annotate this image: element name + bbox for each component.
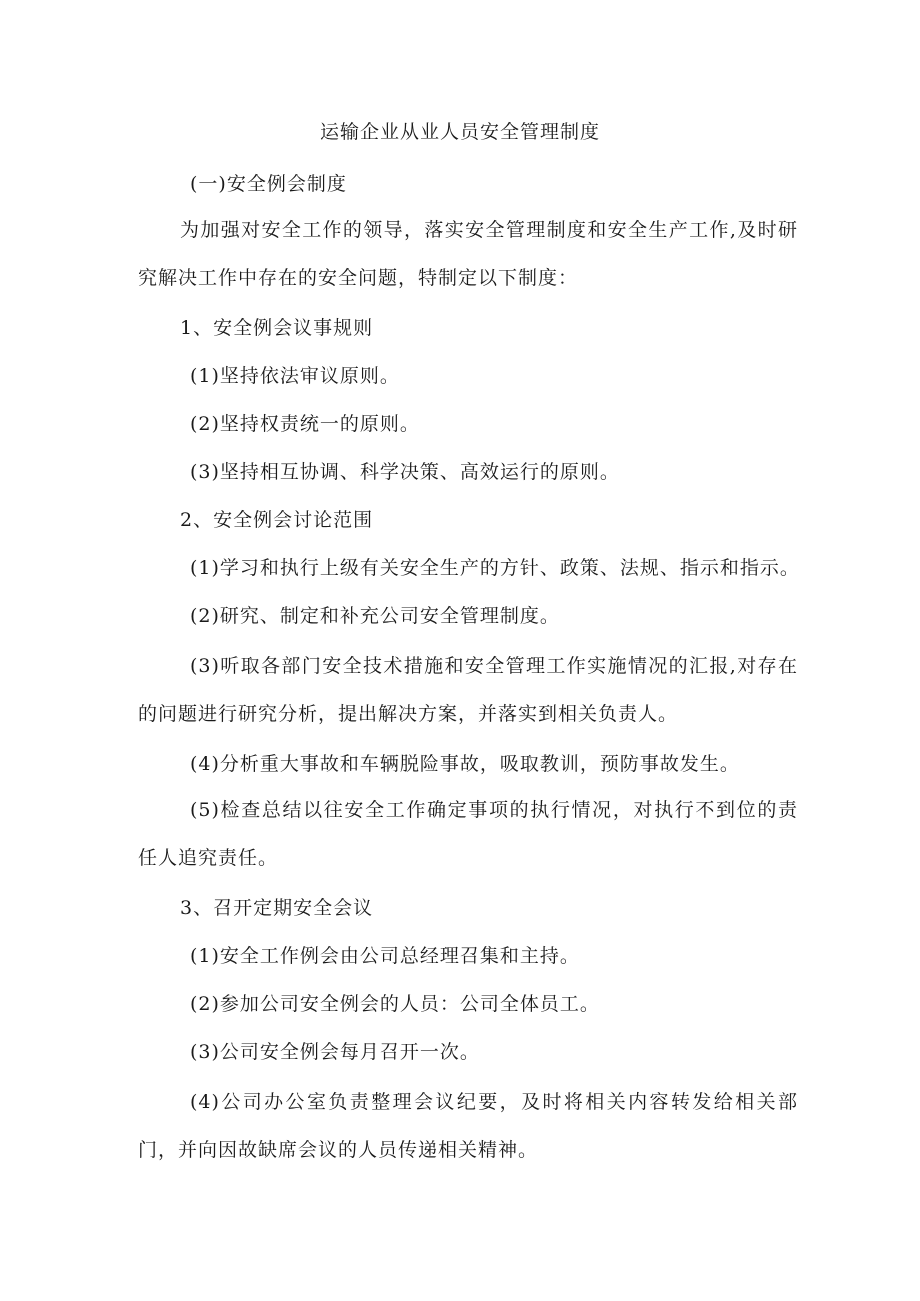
part2-item-4: (4)分析重大事故和车辆脱险事故，吸取教训，预防事故发生。 xyxy=(190,753,740,775)
part2-heading: 2、安全例会讨论范围 xyxy=(180,509,374,531)
part3-item-4: (4)公司办公室负责整理会议纪要，及时将相关内容转发给相关部门，并向因故缺席会议的人员传递相关精神。 xyxy=(138,1091,798,1161)
part2-item-2: (2)研究、制定和补充公司安全管理制度。 xyxy=(190,605,560,627)
part1-heading: 1、安全例会议事规则 xyxy=(180,317,374,339)
part2-item-1: (1)学习和执行上级有关安全生产的方针、政策、法规、指示和指示。 xyxy=(190,557,800,579)
part3-item-3: (3)公司安全例会每月召开一次。 xyxy=(190,1041,480,1063)
part1-item-2: (2)坚持权责统一的原则。 xyxy=(190,413,420,435)
part3-item-2: (2)参加公司安全例会的人员：公司全体员工。 xyxy=(190,993,600,1015)
part2-item-3: (3)听取各部门安全技术措施和安全管理工作实施情况的汇报,对存在的问题进行研究分析，提出解决方案，并落实到相关负责人。 xyxy=(138,655,798,725)
part2-item-5: (5)检查总结以往安全工作确定事项的执行情况，对执行不到位的责任人追究责任。 xyxy=(138,799,798,869)
section-heading: (一)安全例会制度 xyxy=(190,173,347,195)
part1-item-1: (1)坚持依法审议原则。 xyxy=(190,365,400,387)
part3-heading: 3、召开定期安全会议 xyxy=(180,897,374,919)
document-title: 运输企业从业人员安全管理制度 xyxy=(319,121,600,143)
part1-item-3: (3)坚持相互协调、科学决策、高效运行的原则。 xyxy=(190,461,620,483)
intro-paragraph: 为加强对安全工作的领导，落实安全管理制度和安全生产工作,及时研究解决工作中存在的安全问题，特制定以下制度： xyxy=(138,219,798,289)
part3-item-1: (1)安全工作例会由公司总经理召集和主持。 xyxy=(190,945,580,967)
